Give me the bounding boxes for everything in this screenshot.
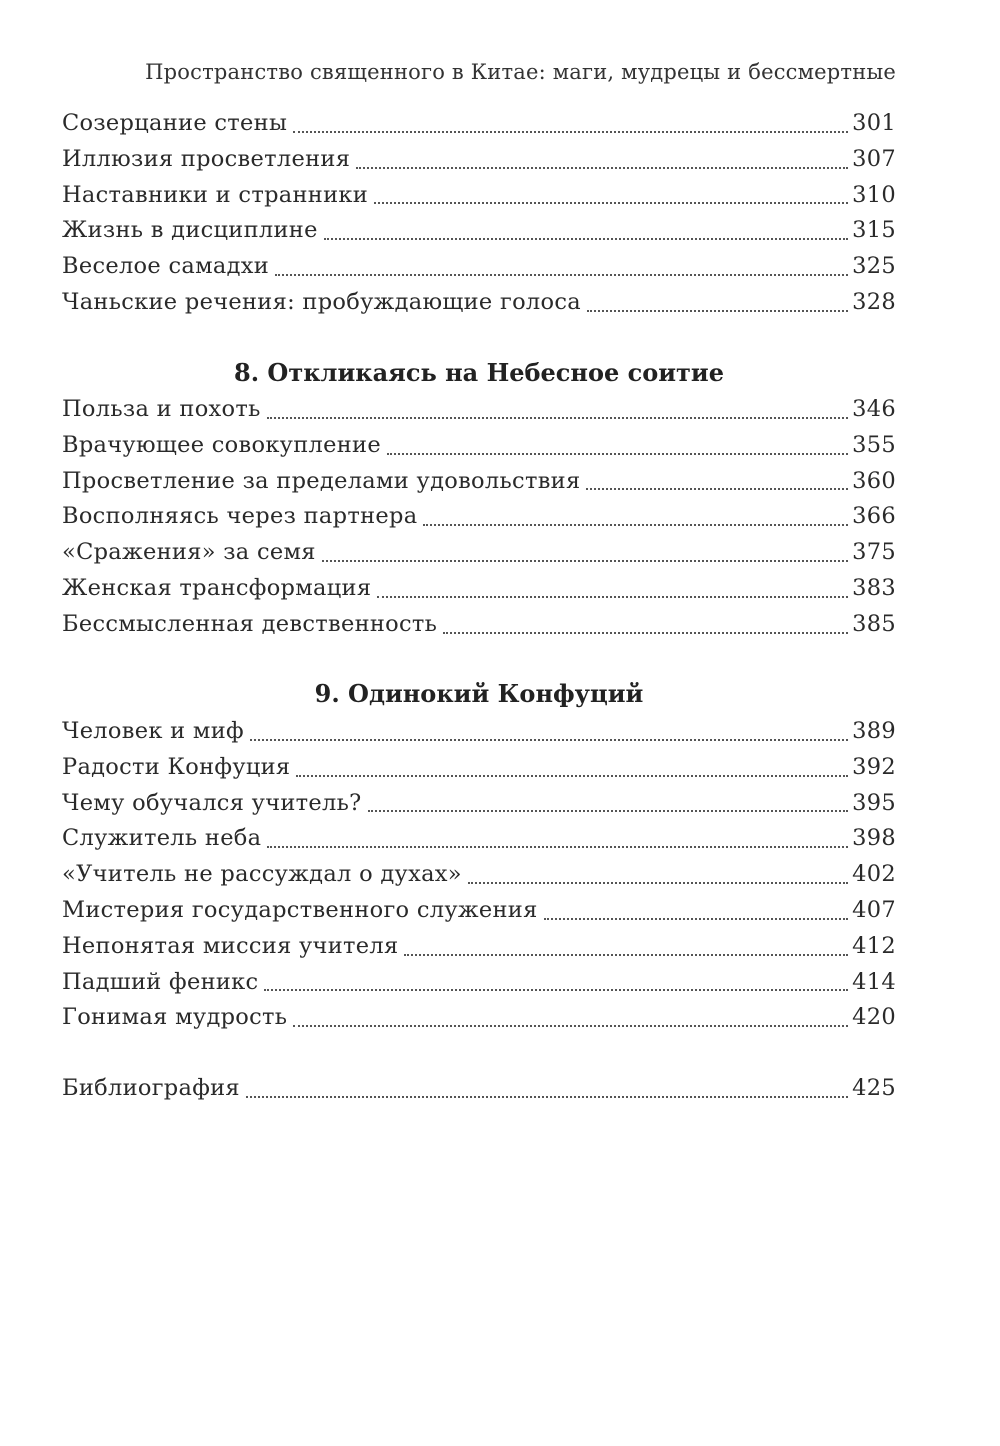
- toc-entry-title: Веселое самадхи: [62, 253, 270, 280]
- dot-leader: [267, 392, 848, 428]
- toc-entry-title: Жизнь в дисциплине: [62, 217, 318, 244]
- toc-section-top: [62, 106, 896, 321]
- toc-entry-title: «Учитель не рассуждал о духах»: [62, 861, 462, 888]
- toc-entry-title: Бессмысленная девственность: [62, 610, 438, 637]
- toc-entry: [62, 893, 896, 929]
- toc-entry-page: 325: [852, 253, 896, 280]
- toc-entry: [62, 392, 896, 428]
- chapter-9-heading: 9. Одинокий Конфуций: [314, 679, 644, 708]
- toc-entry-title: Созерцание стены: [62, 110, 288, 136]
- toc-entry: [62, 750, 896, 786]
- toc-entry-page: 414: [852, 968, 896, 995]
- toc-entry-title: Просветление за пределами удовольствия: [62, 467, 581, 494]
- toc-entry-page: 346: [852, 396, 896, 422]
- toc-chapter-8: [62, 392, 896, 643]
- dot-leader: [324, 213, 848, 249]
- toc-entry-page: 310: [852, 181, 896, 208]
- toc-entry-bibliography: [62, 1071, 896, 1107]
- toc-entry: [62, 249, 896, 285]
- toc-entry-title: Гонимая мудрость: [62, 1004, 288, 1031]
- toc-entry-page: 412: [852, 932, 896, 959]
- dot-leader: [443, 607, 848, 643]
- toc-entry-title: Наставники и странники: [62, 181, 369, 208]
- toc-entry-title: Женская трансформация: [62, 574, 372, 601]
- toc-entry-title: Мистерия государственного служения: [62, 896, 538, 923]
- toc-entry-title: Падший феникс: [62, 968, 259, 995]
- toc-entry-page: 425: [852, 1075, 896, 1101]
- dot-leader: [468, 857, 848, 893]
- toc-entry-title: Восполняясь через партнера: [62, 503, 418, 530]
- toc-entry: [62, 285, 896, 321]
- toc-chapter-9: [62, 714, 896, 1036]
- toc-entry: [62, 464, 896, 500]
- toc-entry-title: Человек и миф: [62, 718, 244, 744]
- toc-entry: [62, 929, 896, 965]
- toc-entry: [62, 571, 896, 607]
- toc-entry: [62, 965, 896, 1001]
- toc-entry: [62, 714, 896, 750]
- chapter-8-heading: 8. Откликаясь на Небесное соитие: [234, 358, 724, 387]
- dot-leader: [404, 929, 848, 965]
- dot-leader: [377, 571, 848, 607]
- toc-entry-title: Врачующее совокупление: [62, 431, 381, 458]
- toc-entry-page: 360: [852, 467, 896, 494]
- toc-entry-page: 301: [852, 110, 896, 136]
- toc-entry: [62, 535, 896, 571]
- toc-entry-page: 389: [852, 718, 896, 744]
- toc-entry-page: 366: [852, 503, 896, 530]
- toc-entry-page: 315: [852, 217, 896, 244]
- dot-leader: [322, 535, 848, 571]
- toc-entry: [62, 499, 896, 535]
- dot-leader: [544, 893, 849, 929]
- toc-entry-title: Библиография: [62, 1075, 240, 1101]
- dot-leader: [264, 965, 848, 1001]
- toc-entry-page: 398: [852, 825, 896, 852]
- toc-entry-title: Непонятая миссия учителя: [62, 932, 399, 959]
- toc-entry: [62, 428, 896, 464]
- toc-entry-page: 375: [852, 539, 896, 566]
- toc-entry: [62, 178, 896, 214]
- dot-leader: [423, 499, 848, 535]
- toc-entry-page: 395: [852, 789, 896, 816]
- toc-entry: [62, 821, 896, 857]
- toc-entry: [62, 607, 896, 643]
- running-head: Пространство священного в Китае: маги, мудрецы и бессмертные: [145, 60, 896, 84]
- dot-leader: [374, 178, 848, 214]
- toc-entry-page: 328: [852, 288, 896, 315]
- toc-entry-page: 392: [852, 753, 896, 780]
- dot-leader: [387, 428, 848, 464]
- dot-leader: [587, 285, 848, 321]
- toc-entry-title: Иллюзия просветления: [62, 145, 351, 172]
- dot-leader: [586, 464, 848, 500]
- toc-entry-page: 383: [852, 574, 896, 601]
- toc-entry: [62, 106, 896, 142]
- dot-leader: [246, 1071, 848, 1107]
- dot-leader: [250, 714, 848, 750]
- toc-entry-title: Служитель неба: [62, 825, 262, 852]
- toc-entry-title: Чему обучался учитель?: [62, 789, 362, 816]
- toc-entry: [62, 213, 896, 249]
- toc-entry-page: 307: [852, 145, 896, 172]
- toc-entry: [62, 857, 896, 893]
- dot-leader: [356, 142, 848, 178]
- toc-entry-title: Радости Конфуция: [62, 753, 291, 780]
- toc-entry: [62, 142, 896, 178]
- dot-leader: [293, 1000, 848, 1036]
- toc-entry-page: 385: [852, 610, 896, 637]
- dot-leader: [275, 249, 848, 285]
- dot-leader: [267, 821, 848, 857]
- dot-leader: [293, 106, 848, 142]
- toc-entry-page: 407: [852, 896, 896, 923]
- toc-entry-page: 355: [852, 431, 896, 458]
- toc-entry-title: Чаньские речения: пробуждающие голоса: [62, 288, 581, 315]
- dot-leader: [368, 786, 849, 822]
- toc-bibliography: [62, 1071, 896, 1107]
- toc-entry-title: Польза и похоть: [62, 396, 261, 422]
- toc-entry-title: «Сражения» за семя: [62, 539, 316, 566]
- toc-entry: [62, 786, 896, 822]
- dot-leader: [296, 750, 848, 786]
- toc-entry: [62, 1000, 896, 1036]
- toc-entry-page: 402: [852, 861, 896, 888]
- toc-entry-page: 420: [852, 1004, 896, 1031]
